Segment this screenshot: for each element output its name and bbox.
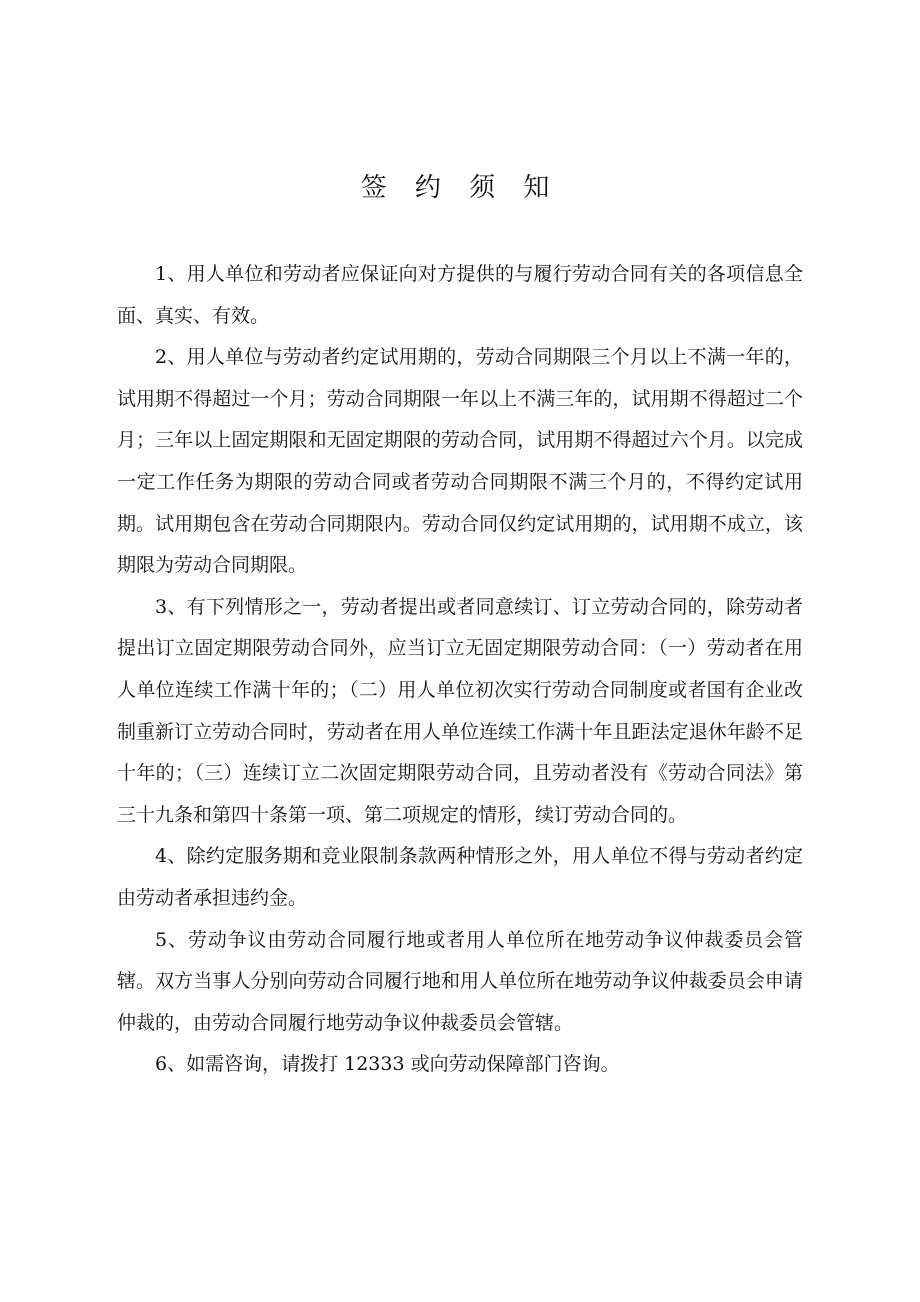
paragraph-3: 3、有下列情形之一，劳动者提出或者同意续订、订立劳动合同的，除劳动者提出订立固定期限劳动合同外，应当订立无固定期限劳动合同：（一）劳动者在用人单位连续工作满十年的；（二）用人单位初次实行劳动合同制度或者国有企业改制重新订立劳动合同时，劳动者在用人单位连续工作满十年且距法定退休年龄不足十年的；（三）连续订立二次固定期限劳动合同，且劳动者没有《劳动合同法》第三十九条和第四十条第一项、第二项规定的情形，续订劳动合同的。: [117, 595, 803, 826]
paragraph-1: 1、用人单位和劳动者应保证向对方提供的与履行劳动合同有关的各项信息全面、真实、有效。: [117, 263, 803, 327]
document-body: [117, 254, 803, 1086]
paragraph-5: 5、劳动争议由劳动合同履行地或者用人单位所在地劳动争议仲裁委员会管辖。双方当事人分别向劳动合同履行地和用人单位所在地劳动争议仲裁委员会申请仲裁的，由劳动合同履行地劳动争议仲裁委员会管辖。: [117, 928, 803, 1034]
paragraph-2: 2、用人单位与劳动者约定试用期的，劳动合同期限三个月以上不满一年的，试用期不得超过一个月；劳动合同期限一年以上不满三年的，试用期不得超过二个月；三年以上固定期限和无固定期限的劳动合同，试用期不得超过六个月。以完成一定工作任务为期限的劳动合同或者劳动合同期限不满三个月的，不得约定试用期。试用期包含在劳动合同期限内。劳动合同仅约定试用期的，试用期不成立，该期限为劳动合同期限。: [117, 346, 803, 577]
document-title: 签 约 须 知: [360, 173, 560, 203]
paragraph-6: 6、如需咨询，请拨打 12333 或向劳动保障部门咨询。: [155, 1053, 620, 1076]
paragraph-4: 4、除约定服务期和竞业限制条款两种情形之外，用人单位不得与劳动者约定由劳动者承担违约金。: [117, 845, 803, 909]
